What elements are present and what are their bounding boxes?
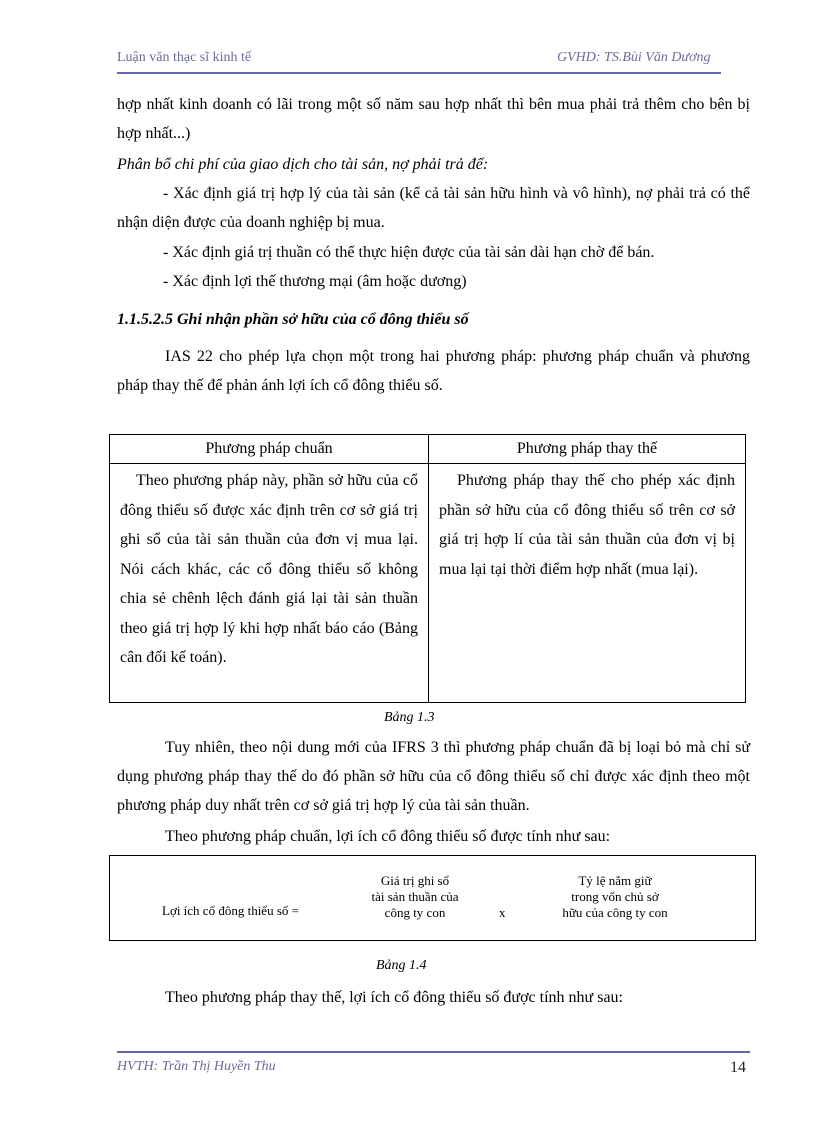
bullet-goodwill: - Xác định lợi thế thương mại (âm hoặc dương) xyxy=(163,273,467,290)
table-header-standard: Phương pháp chuẩn xyxy=(110,435,429,464)
header-rule xyxy=(117,72,721,74)
section-heading: 1.1.5.2.5 Ghi nhận phần sở hữu của cổ đông thiểu số xyxy=(117,311,469,328)
paragraph-standard-formula-intro: Theo phương pháp chuẩn, lợi ích cổ đông thiểu số được tính như sau: xyxy=(165,828,611,845)
table-caption-1-3: Bảng 1.3 xyxy=(384,710,435,725)
bullet-net-realizable: - Xác định giá trị thuần có thể thực hiện được của tài sản dài hạn chờ để bán. xyxy=(163,244,655,261)
page-number: 14 xyxy=(730,1059,746,1076)
table-cell-standard: Theo phương pháp này, phần sở hữu của cổ đông thiểu số được xác định trên cơ sở giá trị ghi sổ của tài sản thuần của đơn vị mua lại. Nói cách khác, các cổ đông thiểu số không chia sẻ chênh lệch đánh giá lại tài sản thuần theo giá trị hợp lý khi hợp nhất báo cáo (Bảng cân đối kế toán). xyxy=(110,464,429,703)
formula-term2-line2: trong vốn chủ sở xyxy=(571,889,659,904)
table-header-alternative: Phương pháp thay thế xyxy=(429,435,746,464)
formula-term2-line1: Tỷ lệ nắm giữ xyxy=(578,873,652,888)
formula-term2-line3: hữu của công ty con xyxy=(562,905,668,920)
formula-term1-line1: Giá trị ghi sổ xyxy=(380,873,450,888)
paragraph-continuation: hợp nhất kinh doanh có lãi trong một số năm sau hợp nhất thì bên mua phải trả thêm cho bên bị hợp nhất...) xyxy=(117,96,750,142)
footer-author: HVTH: Trần Thị Huyền Thu xyxy=(117,1059,276,1074)
paragraph-alternative-formula-intro: Theo phương pháp thay thế, lợi ích cổ đông thiểu số được tính như sau: xyxy=(165,989,623,1006)
formula-term-ownership-ratio xyxy=(535,873,695,921)
formula-operator: x xyxy=(499,905,506,920)
formula-label: Lợi ích cổ đông thiểu số = xyxy=(162,903,299,918)
formula-term-book-value xyxy=(335,873,495,921)
formula-box xyxy=(109,855,756,941)
header-thesis-title: Luận văn thạc sĩ kinh tế xyxy=(117,50,252,65)
bullet-fair-value: - Xác định giá trị hợp lý của tài sản (kể cả tài sản hữu hình và vô hình), nợ phải trả có thể nhận diện được của doanh nghiệp bị mua. xyxy=(117,185,750,231)
paragraph-ias22: IAS 22 cho phép lựa chọn một trong hai phương pháp: phương pháp chuẩn và phương pháp thay thế để phản ánh lợi ích cổ đông thiểu số. xyxy=(117,348,750,394)
header-advisor: GVHD: TS.Bùi Văn Dương xyxy=(557,50,711,65)
formula-term1-line3: công ty con xyxy=(384,905,446,920)
paragraph-cost-allocation: Phân bổ chi phí của giao dịch cho tài sản, nợ phải trả để: xyxy=(117,156,489,173)
footer-rule xyxy=(117,1051,750,1053)
paragraph-ifrs3: Tuy nhiên, theo nội dung mới của IFRS 3 thì phương pháp chuẩn đã bị loại bỏ mà chỉ sử dụng phương pháp thay thế do đó phần sở hữu của cổ đông thiểu số chỉ được xác định theo một phương pháp duy nhất trên cơ sở giá trị hợp lý của tài sản thuần. xyxy=(117,739,750,814)
comparison-table xyxy=(109,434,746,703)
table-cell-alternative: Phương pháp thay thế cho phép xác định phần sở hữu của cổ đông thiểu số trên cơ sở giá trị hợp lí của tài sản thuần của đơn vị bị mua lại tại thời điểm hợp nhất (mua lại). xyxy=(429,464,746,703)
table-caption-1-4: Bảng 1.4 xyxy=(376,958,427,973)
formula-term1-line2: tài sản thuần của xyxy=(371,889,459,904)
